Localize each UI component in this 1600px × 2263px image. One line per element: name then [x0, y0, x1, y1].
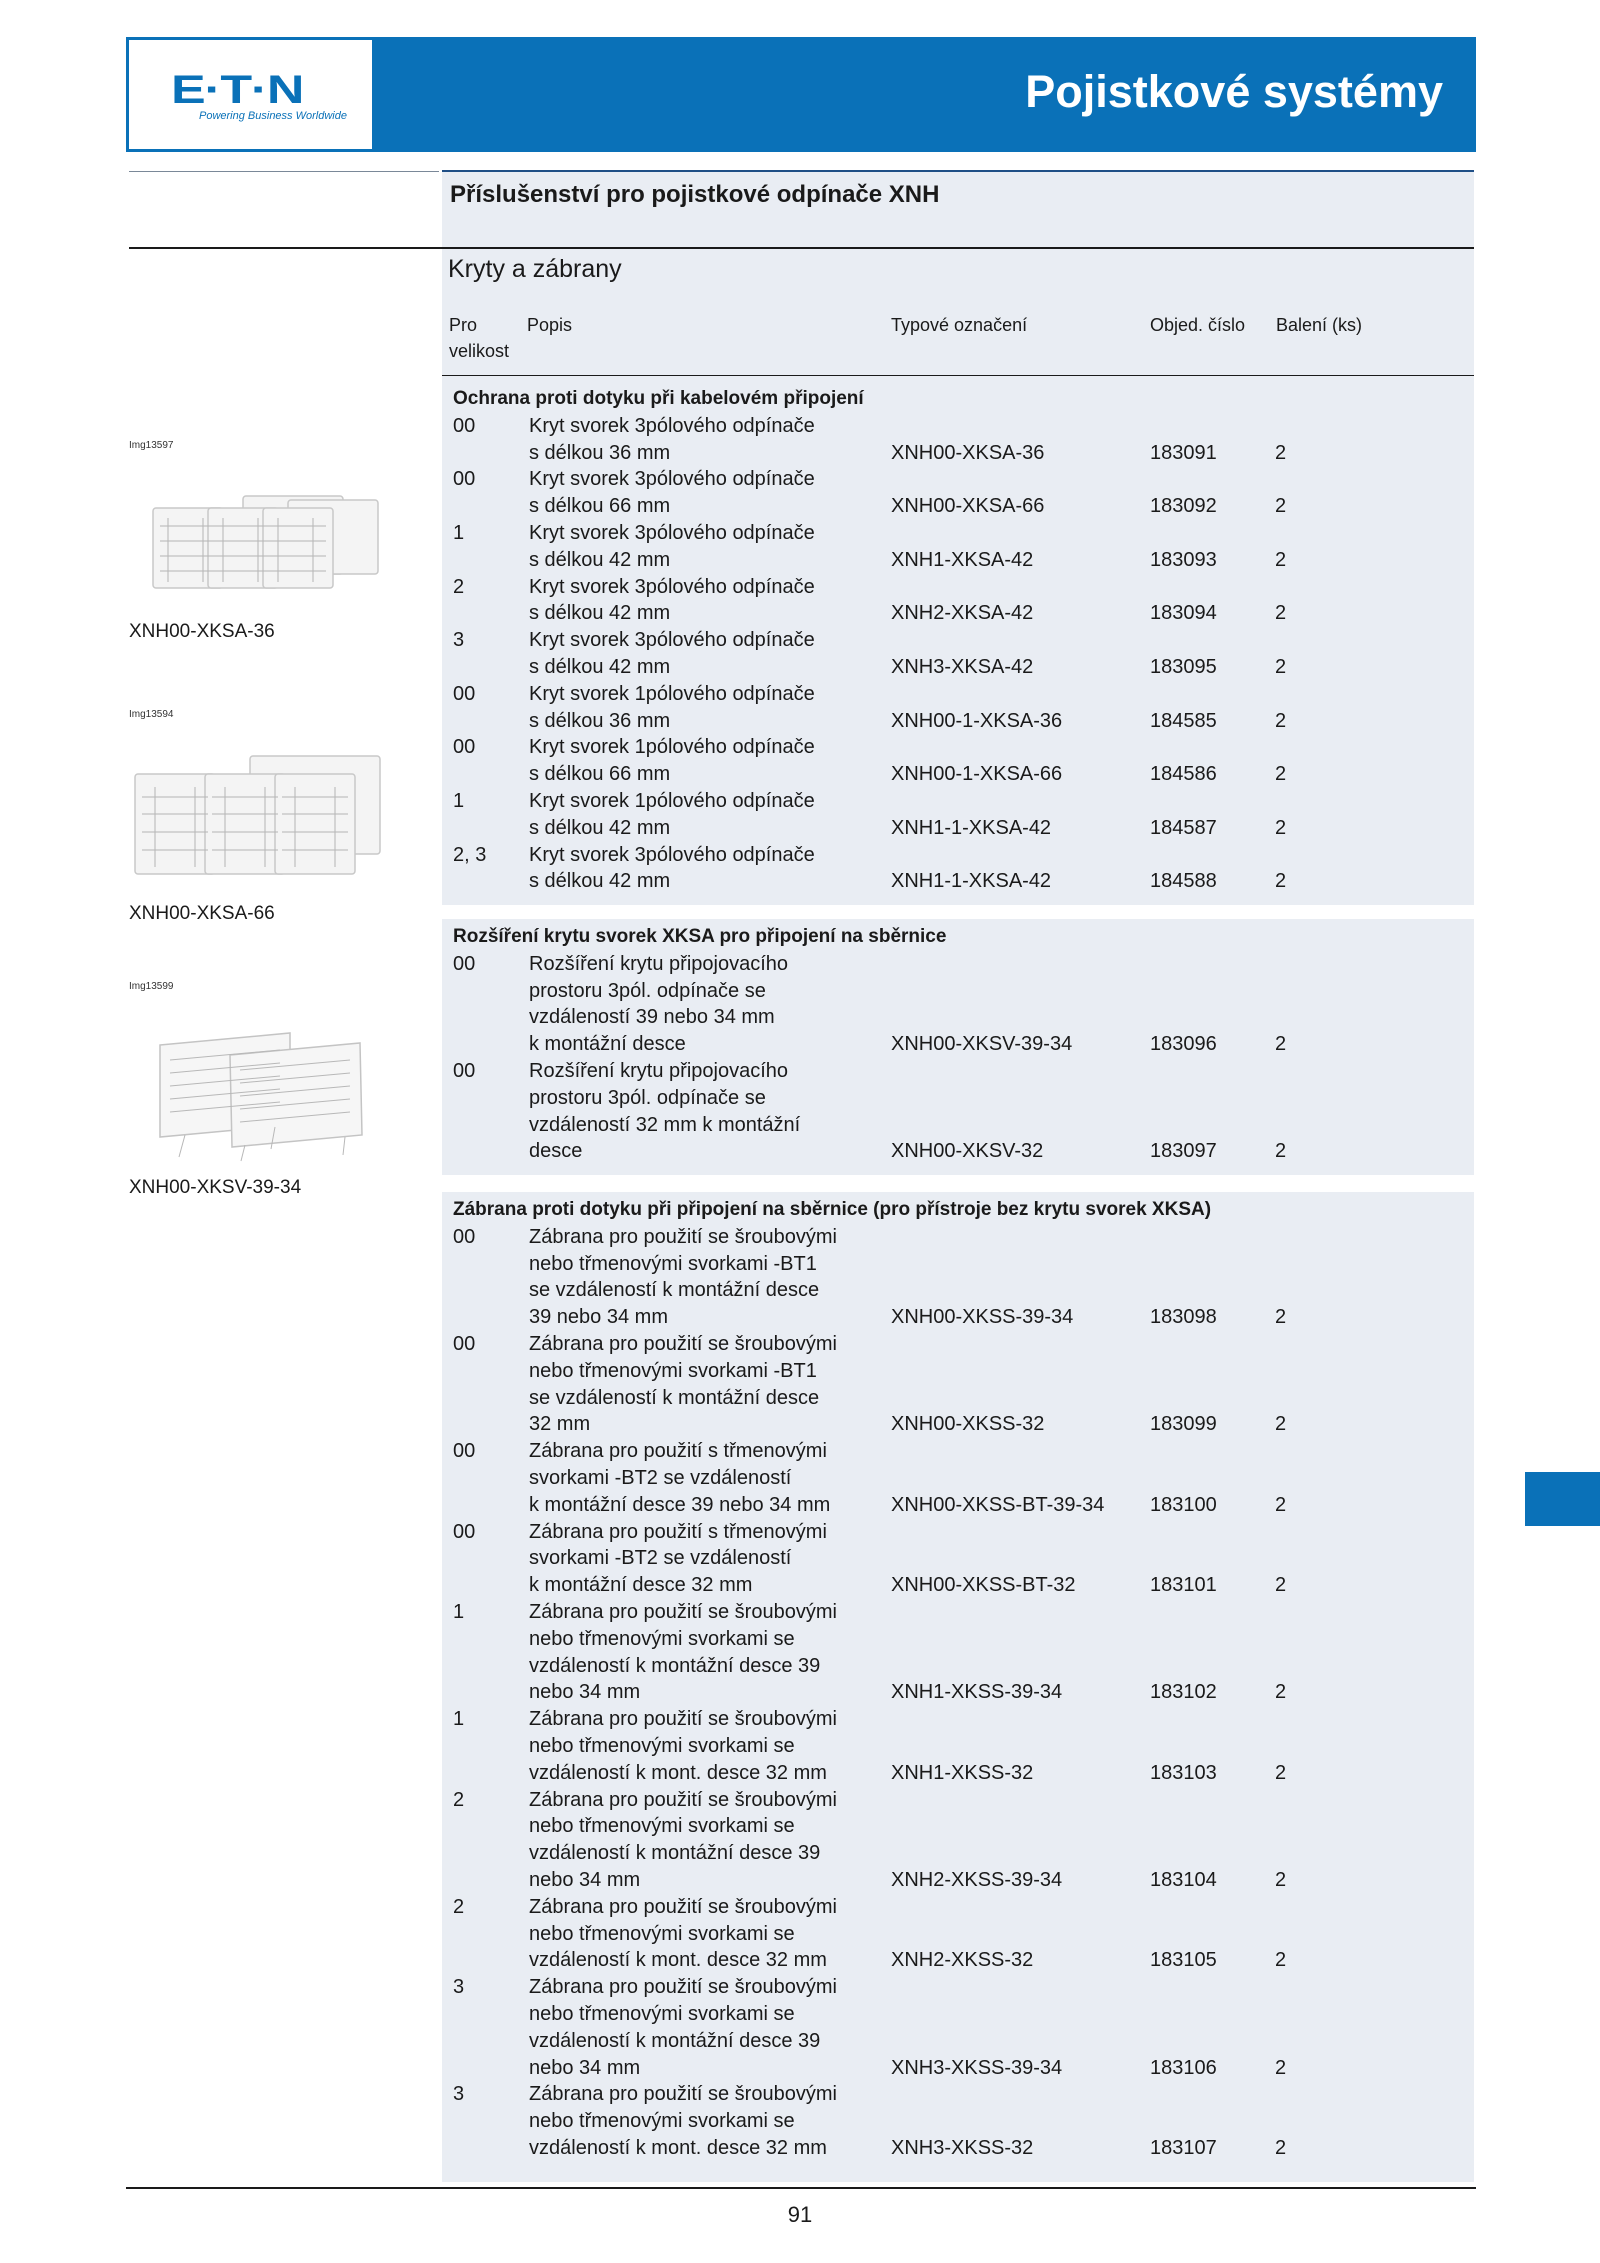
description-cell: Zábrana pro použití se šroubovými nebo třmenovými svorkami se vzdáleností k mont. desce 32 mm: [529, 1895, 837, 1972]
order-number-cell: 183106: [1150, 2056, 1217, 2079]
order-number-cell: 183096: [1150, 1033, 1217, 1056]
terminal-cover-3pole-66-image: [130, 752, 395, 882]
size-cell: 3: [453, 629, 465, 652]
image-caption: XNH00-XKSA-36: [129, 621, 275, 642]
terminal-cover-3pole-36-image: [148, 486, 388, 596]
type-cell: XNH00-1-XKSA-36: [891, 709, 1063, 732]
type-cell: XNH1-1-XKSA-42: [891, 870, 1052, 893]
order-number-cell: 183098: [1150, 1306, 1217, 1329]
description-cell: Zábrana pro použití se šroubovými nebo třmenovými svorkami se vzdáleností k montážní desce 39 nebo 34 mm: [529, 1788, 837, 1891]
pack-cell: 2: [1275, 1574, 1287, 1597]
type-cell: XNH3-XKSS-32: [891, 2137, 1034, 2159]
description-cell: Zábrana pro použití se šroubovými nebo třmenovými svorkami se vzdáleností k mont. desce 32 mm: [529, 2083, 837, 2159]
size-cell: 2: [453, 1895, 465, 1918]
pack-cell: 2: [1275, 602, 1287, 625]
group-heading: Ochrana proti dotyku při kabelovém připojení: [453, 388, 864, 409]
rule: [129, 247, 1474, 249]
image-caption: XNH00-XKSV-39-34: [129, 1177, 302, 1198]
column-header-description: Popis: [527, 315, 573, 335]
column-header-order-number: Objed. číslo: [1150, 315, 1246, 335]
pack-cell: 2: [1275, 2137, 1287, 2159]
size-cell: 1: [453, 1601, 465, 1623]
order-number-cell: 184586: [1150, 763, 1217, 786]
size-cell: 1: [453, 1708, 465, 1731]
pack-cell: 2: [1275, 2056, 1287, 2079]
size-cell: 1: [453, 522, 465, 544]
rule: [442, 375, 1474, 376]
size-cell: 3: [453, 1976, 465, 1999]
pack-cell: 2: [1275, 1033, 1287, 1056]
size-cell: 00: [453, 1060, 476, 1082]
column-header-size: Pro velikost: [449, 315, 510, 361]
description-cell: Kryt svorek 3pólového odpínače s délkou 42 mm: [529, 843, 815, 893]
description-cell: Zábrana pro použití se šroubovými nebo třmenovými svorkami se vzdáleností k mont. desce 32 mm: [529, 1708, 837, 1784]
group-heading: Rozšíření krytu svorek XKSA pro připojení na sběrnice: [453, 926, 947, 947]
page-title: Pojistkové systémy: [1025, 66, 1443, 117]
size-cell: 1: [453, 790, 465, 812]
pack-cell: 2: [1275, 763, 1287, 786]
description-cell: Zábrana pro použití s třmenovými svorkami -BT2 se vzdáleností k montážní desce 39 nebo 34 mm: [529, 1440, 831, 1516]
pack-cell: 2: [1275, 816, 1287, 839]
description-cell: Kryt svorek 1pólového odpínače s délkou 66 mm: [529, 736, 815, 786]
type-cell: XNH2-XKSA-42: [891, 602, 1034, 625]
description-cell: Kryt svorek 3pólového odpínače s délkou 66 mm: [529, 468, 815, 518]
type-cell: XNH00-XKSS-39-34: [891, 1306, 1074, 1329]
description-cell: Kryt svorek 1pólového odpínače s délkou 42 mm: [529, 790, 815, 839]
type-cell: XNH00-1-XKSA-66: [891, 763, 1063, 786]
order-number-cell: 183092: [1150, 495, 1217, 518]
order-number-cell: 183099: [1150, 1413, 1217, 1436]
rule: [129, 171, 439, 172]
pack-cell: 2: [1275, 495, 1287, 518]
pack-cell: 2: [1275, 1761, 1287, 1784]
size-cell: 2: [453, 575, 465, 598]
pack-cell: 2: [1275, 1413, 1287, 1436]
size-cell: 00: [453, 682, 476, 705]
order-number-cell: 183095: [1150, 656, 1217, 678]
pack-cell: 2: [1275, 1140, 1287, 1163]
order-number-cell: 183097: [1150, 1140, 1217, 1163]
pack-cell: 2: [1275, 1681, 1287, 1704]
type-cell: XNH1-1-XKSA-42: [891, 816, 1052, 839]
pack-cell: 2: [1275, 548, 1287, 571]
document-subtitle: Příslušenství pro pojistkové odpínače XNH: [450, 181, 940, 208]
size-cell: 00: [453, 1333, 476, 1355]
pack-cell: 2: [1275, 1493, 1287, 1516]
order-number-cell: 183093: [1150, 548, 1217, 571]
group-divider: [442, 905, 1474, 919]
type-cell: XNH3-XKSS-39-34: [891, 2056, 1063, 2079]
group-divider: [442, 1175, 1474, 1192]
pack-cell: 2: [1275, 1869, 1287, 1891]
image-tag: Img13594: [129, 709, 174, 720]
order-number-cell: 183091: [1150, 441, 1217, 464]
page-number: 91: [787, 2202, 813, 2227]
type-cell: XNH00-XKSV-39-34: [891, 1033, 1073, 1056]
size-cell: 00: [453, 736, 476, 759]
pack-cell: 2: [1275, 441, 1287, 464]
size-cell: 2, 3: [453, 843, 487, 866]
order-number-cell: 183094: [1150, 602, 1217, 625]
size-cell: 00: [453, 1440, 476, 1463]
side-tab: [1525, 1472, 1600, 1526]
eaton-logo-wordmark: E·T·N: [171, 68, 304, 112]
pack-cell: 2: [1275, 1306, 1287, 1329]
pack-cell: 2: [1275, 656, 1287, 678]
size-cell: 2: [453, 1788, 465, 1811]
size-cell: 3: [453, 2083, 465, 2106]
type-cell: XNH1-XKSS-39-34: [891, 1681, 1063, 1704]
type-cell: XNH00-XKSS-32: [891, 1413, 1045, 1436]
size-cell: 00: [453, 1520, 476, 1543]
order-number-cell: 183101: [1150, 1574, 1217, 1597]
rule: [442, 170, 1474, 172]
column-header-type: Typové označení: [891, 315, 1028, 335]
order-number-cell: 184588: [1150, 870, 1217, 893]
order-number-cell: 183107: [1150, 2137, 1217, 2159]
order-number-cell: 183100: [1150, 1493, 1217, 1516]
order-number-cell: 183102: [1150, 1681, 1217, 1704]
order-number-cell: 184585: [1150, 709, 1217, 732]
type-cell: XNH2-XKSS-39-34: [891, 1869, 1063, 1891]
type-cell: XNH3-XKSA-42: [891, 656, 1034, 678]
order-number-cell: 183103: [1150, 1761, 1217, 1784]
rule: [126, 2187, 1476, 2189]
description-cell: Zábrana pro použití se šroubovými nebo třmenovými svorkami se vzdáleností k montážní desce 39 nebo 34 mm: [529, 1601, 837, 1704]
description-cell: Kryt svorek 3pólového odpínače s délkou 42 mm: [529, 575, 815, 625]
type-cell: XNH2-XKSS-32: [891, 1949, 1034, 1972]
description-cell: Kryt svorek 3pólového odpínače s délkou 36 mm: [529, 414, 815, 464]
description-cell: Zábrana pro použití se šroubovými nebo třmenovými svorkami se vzdáleností k montážní desce 39 nebo 34 mm: [529, 1976, 837, 2079]
description-cell: Kryt svorek 1pólového odpínače s délkou 36 mm: [529, 682, 815, 732]
size-cell: 00: [453, 468, 476, 491]
type-cell: XNH00-XKSS-BT-32: [891, 1574, 1076, 1597]
group-heading: Zábrana proti dotyku při připojení na sběrnice (pro přístroje bez krytu svorek XKSA): [453, 1199, 1212, 1220]
order-number-cell: 184587: [1150, 816, 1217, 839]
description-cell: Rozšíření krytu připojovacího prostoru 3pól. odpínače se vzdáleností 32 mm k montážní desce: [529, 1060, 801, 1163]
type-cell: XNH1-XKSA-42: [891, 548, 1034, 571]
description-cell: Zábrana pro použití se šroubovými nebo třmenovými svorkami -BT1 se vzdáleností k montážní desce 39 nebo 34 mm: [529, 1225, 837, 1329]
pack-cell: 2: [1275, 870, 1287, 893]
pack-cell: 2: [1275, 1949, 1287, 1972]
type-cell: XNH1-XKSS-32: [891, 1761, 1034, 1784]
description-cell: Rozšíření krytu připojovacího prostoru 3pól. odpínače se vzdáleností 39 nebo 34 mm k montážní desce: [529, 952, 789, 1056]
type-cell: XNH00-XKSA-36: [891, 441, 1045, 464]
size-cell: 00: [453, 1225, 476, 1248]
size-cell: 00: [453, 952, 476, 975]
type-cell: XNH00-XKSA-66: [891, 495, 1045, 518]
column-header-pack: Balení (ks): [1276, 315, 1363, 335]
description-cell: Kryt svorek 3pólového odpínače s délkou 42 mm: [529, 629, 815, 678]
description-cell: Kryt svorek 3pólového odpínače s délkou 42 mm: [529, 522, 815, 571]
size-cell: 00: [453, 414, 476, 437]
order-number-cell: 183104: [1150, 1869, 1217, 1891]
type-cell: XNH00-XKSV-32: [891, 1140, 1044, 1163]
image-caption: XNH00-XKSA-66: [129, 903, 275, 924]
logo-tagline: Powering Business Worldwide: [199, 110, 347, 122]
order-number-cell: 183105: [1150, 1949, 1217, 1972]
type-cell: XNH00-XKSS-BT-39-34: [891, 1493, 1105, 1516]
image-tag: Img13597: [129, 440, 174, 451]
description-cell: Zábrana pro použití se šroubovými nebo třmenovými svorkami -BT1 se vzdáleností k montážní desce 32 mm: [529, 1333, 837, 1436]
terminal-cover-extension-image: [140, 1025, 390, 1165]
image-tag: Img13599: [129, 981, 174, 992]
pack-cell: 2: [1275, 709, 1287, 732]
section-heading: Kryty a zábrany: [448, 255, 622, 283]
description-cell: Zábrana pro použití s třmenovými svorkami -BT2 se vzdáleností k montážní desce 32 mm: [529, 1520, 827, 1597]
